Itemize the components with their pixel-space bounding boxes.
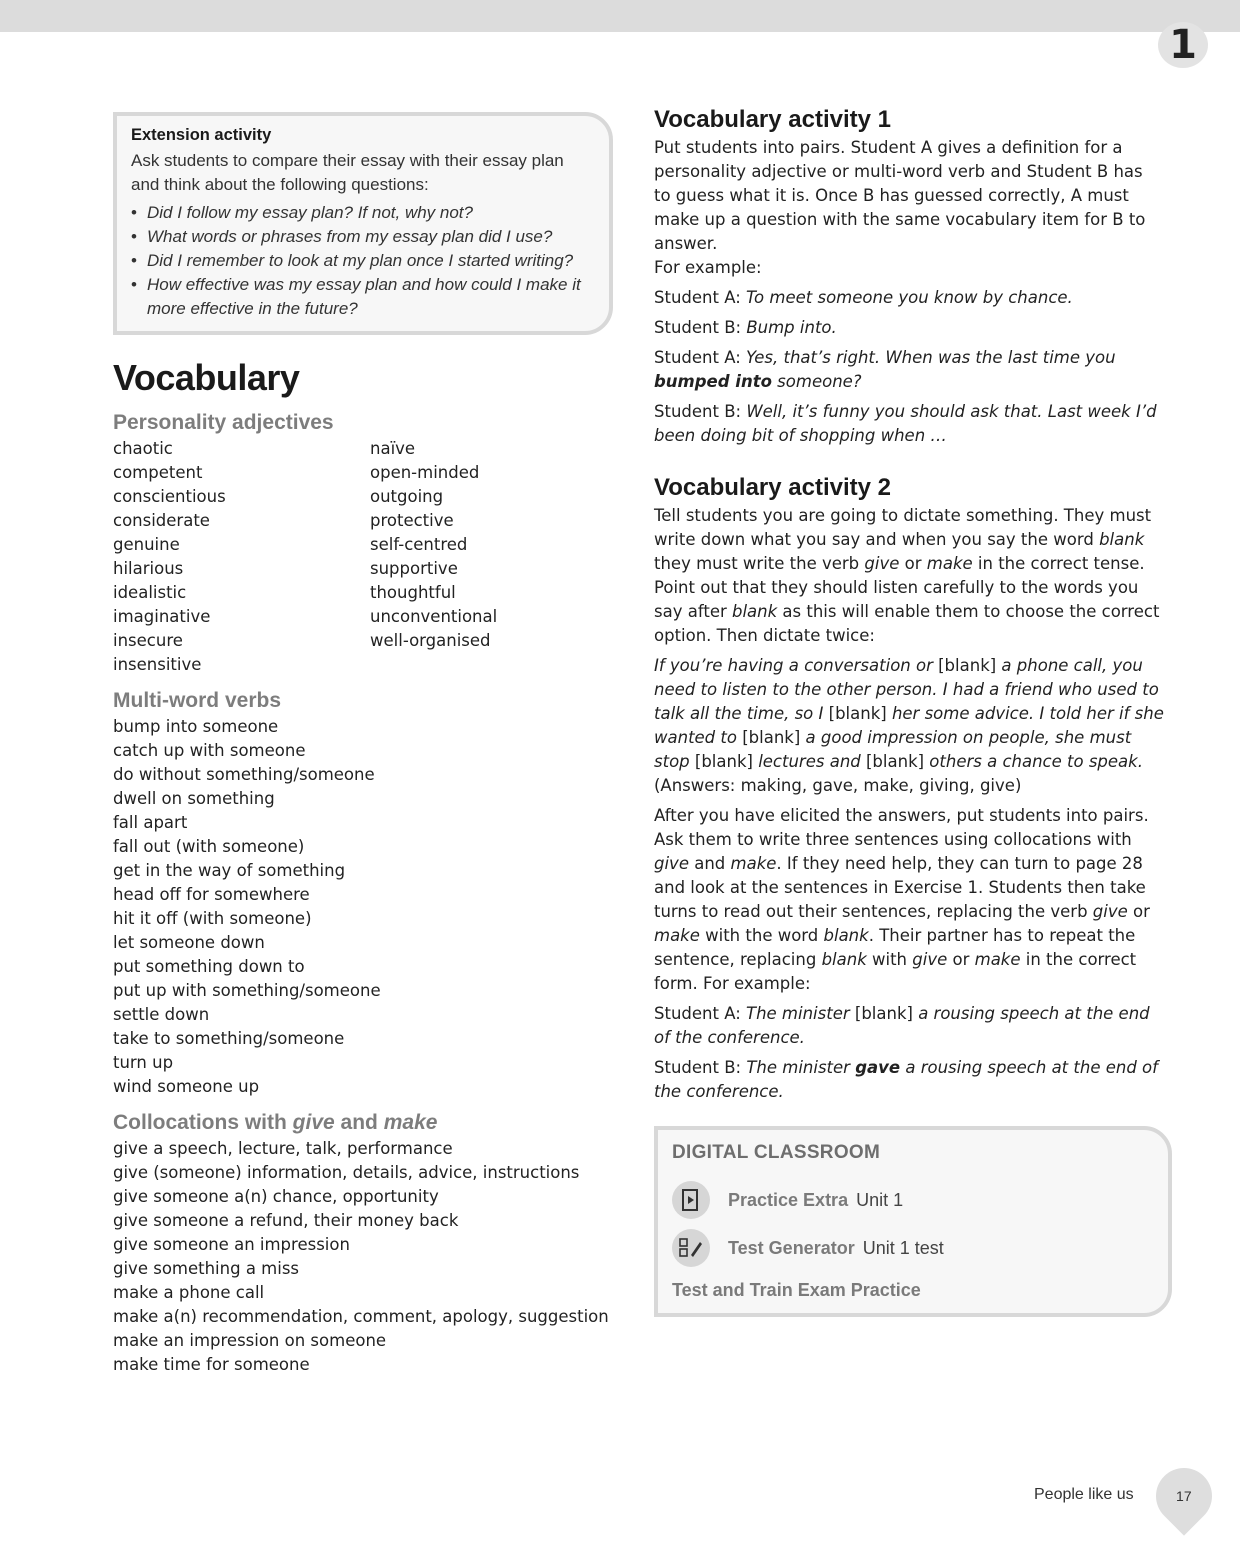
list-item: • Did I follow my essay plan? If not, why not? — [131, 201, 593, 225]
test-and-train-link[interactable]: Test and Train Exam Practice — [672, 1280, 921, 1300]
adjective-column-2 — [370, 437, 613, 677]
activity1-intro — [654, 136, 1164, 280]
list-item: • What words or phrases from my essay plan did I use? — [131, 225, 593, 249]
list-item: give someone a refund, their money back — [113, 1211, 459, 1230]
dialogue-text: Bump into. — [746, 318, 837, 337]
extension-questions — [131, 201, 593, 321]
personality-adjectives — [113, 411, 613, 677]
dialogue-line — [654, 316, 1164, 340]
extension-body: Ask students to compare their essay with their essay plan and think about the following questions: — [131, 151, 564, 194]
list-item: self-centred — [370, 535, 468, 554]
list-item: conscientious — [113, 487, 226, 506]
multiword-heading: Multi-word verbs — [113, 689, 282, 712]
heading-make: make — [383, 1111, 438, 1134]
left-column — [113, 112, 613, 1389]
list-item: naïve — [370, 439, 416, 458]
list-item: insecure — [113, 631, 183, 650]
digital-classroom-title: DIGITAL CLASSROOM — [672, 1142, 881, 1163]
list-item: put something down to — [113, 957, 305, 976]
list-item: genuine — [113, 535, 180, 554]
list-item: wind someone up — [113, 1077, 260, 1096]
list-item: make an impression on someone — [113, 1331, 387, 1350]
list-item: considerate — [113, 511, 210, 530]
list-item: bump into someone — [113, 717, 279, 736]
list-item: let someone down — [113, 933, 265, 952]
list-item: settle down — [113, 1005, 210, 1024]
list-item: head off for somewhere — [113, 885, 310, 904]
test-icon — [672, 1229, 710, 1267]
list-item: take to something/someone — [113, 1029, 345, 1048]
speaker-label: Student B: — [654, 318, 747, 337]
extension-activity-box — [113, 112, 613, 335]
personality-heading: Personality adjectives — [113, 411, 334, 434]
heading-give: give — [292, 1111, 335, 1134]
speaker-label: Student B: — [654, 402, 747, 421]
collocations-heading — [113, 1111, 613, 1135]
unit-badge: 1 — [1158, 22, 1208, 68]
example-line: Student B: The minister gave a rousing speech at the end of the conference. — [654, 1058, 1158, 1101]
list-item: do without something/someone — [113, 765, 375, 784]
right-column — [654, 106, 1164, 1317]
list-item: competent — [113, 463, 203, 482]
activity1-title: Vocabulary activity 1 — [654, 106, 891, 133]
multi-word-verbs — [113, 689, 613, 1099]
collocations — [113, 1111, 613, 1377]
list-item: make a phone call — [113, 1283, 265, 1302]
list-item: hit it off (with someone) — [113, 909, 312, 928]
extension-title: Extension activity — [131, 126, 272, 144]
adjective-column-1 — [113, 437, 370, 677]
test-generator-row[interactable] — [672, 1226, 1168, 1270]
dialogue-text: someone? — [771, 372, 862, 391]
dialogue-line — [654, 400, 1164, 448]
list-item: fall out (with someone) — [113, 837, 305, 856]
heading-text: and — [334, 1111, 384, 1134]
activity2-paragraph2: After you have elicited the answers, put students into pairs. Ask them to write three sentences using collocations with give and make. If they need help, they can turn to page 28 and look at the sentences in Exercise 1. Students then take turns to read out their sentences, replacing the verb give or make with the word blank. Their partner has to repeat the sentence, replacing blank with give or make in the correct form. For example: — [654, 806, 1150, 993]
page-number: 17 — [1176, 1488, 1192, 1505]
list-item: • Did I remember to look at my plan once I started writing? — [131, 249, 593, 273]
test-generator-value: Unit 1 test — [862, 1237, 944, 1258]
list-item: insensitive — [113, 655, 202, 674]
list-item: supportive — [370, 559, 458, 578]
list-item: catch up with someone — [113, 741, 306, 760]
activity2-title: Vocabulary activity 2 — [654, 474, 891, 501]
list-item: fall apart — [113, 813, 188, 832]
page-number-badge — [1144, 1456, 1223, 1535]
list-item: give something a miss — [113, 1259, 300, 1278]
speaker-label: Student A: — [654, 288, 746, 307]
list-item: open-minded — [370, 463, 480, 482]
list-item: give (someone) information, details, advice, instructions — [113, 1163, 580, 1182]
list-item: imaginative — [113, 607, 211, 626]
top-bar — [0, 0, 1240, 32]
paragraph-text: Put students into pairs. Student A gives a definition for a personality adjective or multi-word verb and Student B has to guess what it is. Once B has guessed correctly, A must make up a question with the same vocabulary item for B to answer. — [654, 138, 1146, 253]
practice-extra-label[interactable]: Practice Extra — [728, 1189, 849, 1210]
activity2-intro: Tell students you are going to dictate something. They must write down what you say and when you say the word blank they must write the verb give or make in the correct tense. Point out that they should listen carefully to the words you say after blank as this will enable them to choose the correct option. Then dictate twice: — [654, 506, 1160, 645]
example-line: Student A: The minister [blank] a rousing speech at the end of the conference. — [654, 1004, 1150, 1047]
dialogue-bold: bumped into — [654, 372, 772, 391]
list-item: give someone an impression — [113, 1235, 350, 1254]
list-item: chaotic — [113, 439, 173, 458]
footer-unit-title: People like us — [1034, 1486, 1134, 1503]
practice-extra-row[interactable] — [672, 1178, 1168, 1222]
list-item: make a(n) recommendation, comment, apology, suggestion — [113, 1307, 609, 1326]
dialogue-text: Well, it’s funny you should ask that. Last week I’d been doing bit of shopping when … — [654, 402, 1157, 445]
list-item: hilarious — [113, 559, 184, 578]
list-item: give someone a(n) chance, opportunity — [113, 1187, 439, 1206]
speaker-label: Student A: — [654, 348, 746, 367]
list-item: turn up — [113, 1053, 174, 1072]
list-item: put up with something/someone — [113, 981, 381, 1000]
list-item: idealistic — [113, 583, 187, 602]
dialogue-line — [654, 346, 1164, 394]
list-item: give a speech, lecture, talk, performance — [113, 1139, 453, 1158]
practice-icon — [672, 1181, 710, 1219]
digital-classroom-box — [654, 1126, 1172, 1317]
dictation-text: If you’re having a conversation or [blank] a phone call, you need to listen to the other person. I had a friend who used to talk all the time, so I [blank] her some advice. I told her if she wanted to [blank] a good impression on people, she must stop [blank] lectures and [blank] others a chance to speak. (Answers: making, gave, make, giving, give) — [654, 656, 1164, 795]
list-item: well-organised — [370, 631, 491, 650]
practice-extra-value: Unit 1 — [856, 1189, 904, 1210]
list-item: unconventional — [370, 607, 498, 626]
heading-text: Collocations with — [113, 1111, 293, 1134]
answers-text: (Answers: making, gave, make, giving, give) — [654, 776, 1022, 795]
dialogue-text: Yes, that’s right. When was the last time you — [746, 348, 1116, 367]
vocabulary-title: Vocabulary — [113, 357, 300, 398]
list-item: • How effective was my essay plan and how could I make it more effective in the future? — [131, 273, 593, 321]
list-item: get in the way of something — [113, 861, 346, 880]
dialogue-line — [654, 286, 1164, 310]
paragraph-text: For example: — [654, 258, 762, 277]
list-item: make time for someone — [113, 1355, 310, 1374]
list-item: outgoing — [370, 487, 444, 506]
test-generator-label[interactable]: Test Generator — [728, 1237, 855, 1258]
list-item: protective — [370, 511, 454, 530]
list-item: thoughtful — [370, 583, 456, 602]
dialogue-text: To meet someone you know by chance. — [746, 288, 1073, 307]
list-item: dwell on something — [113, 789, 275, 808]
